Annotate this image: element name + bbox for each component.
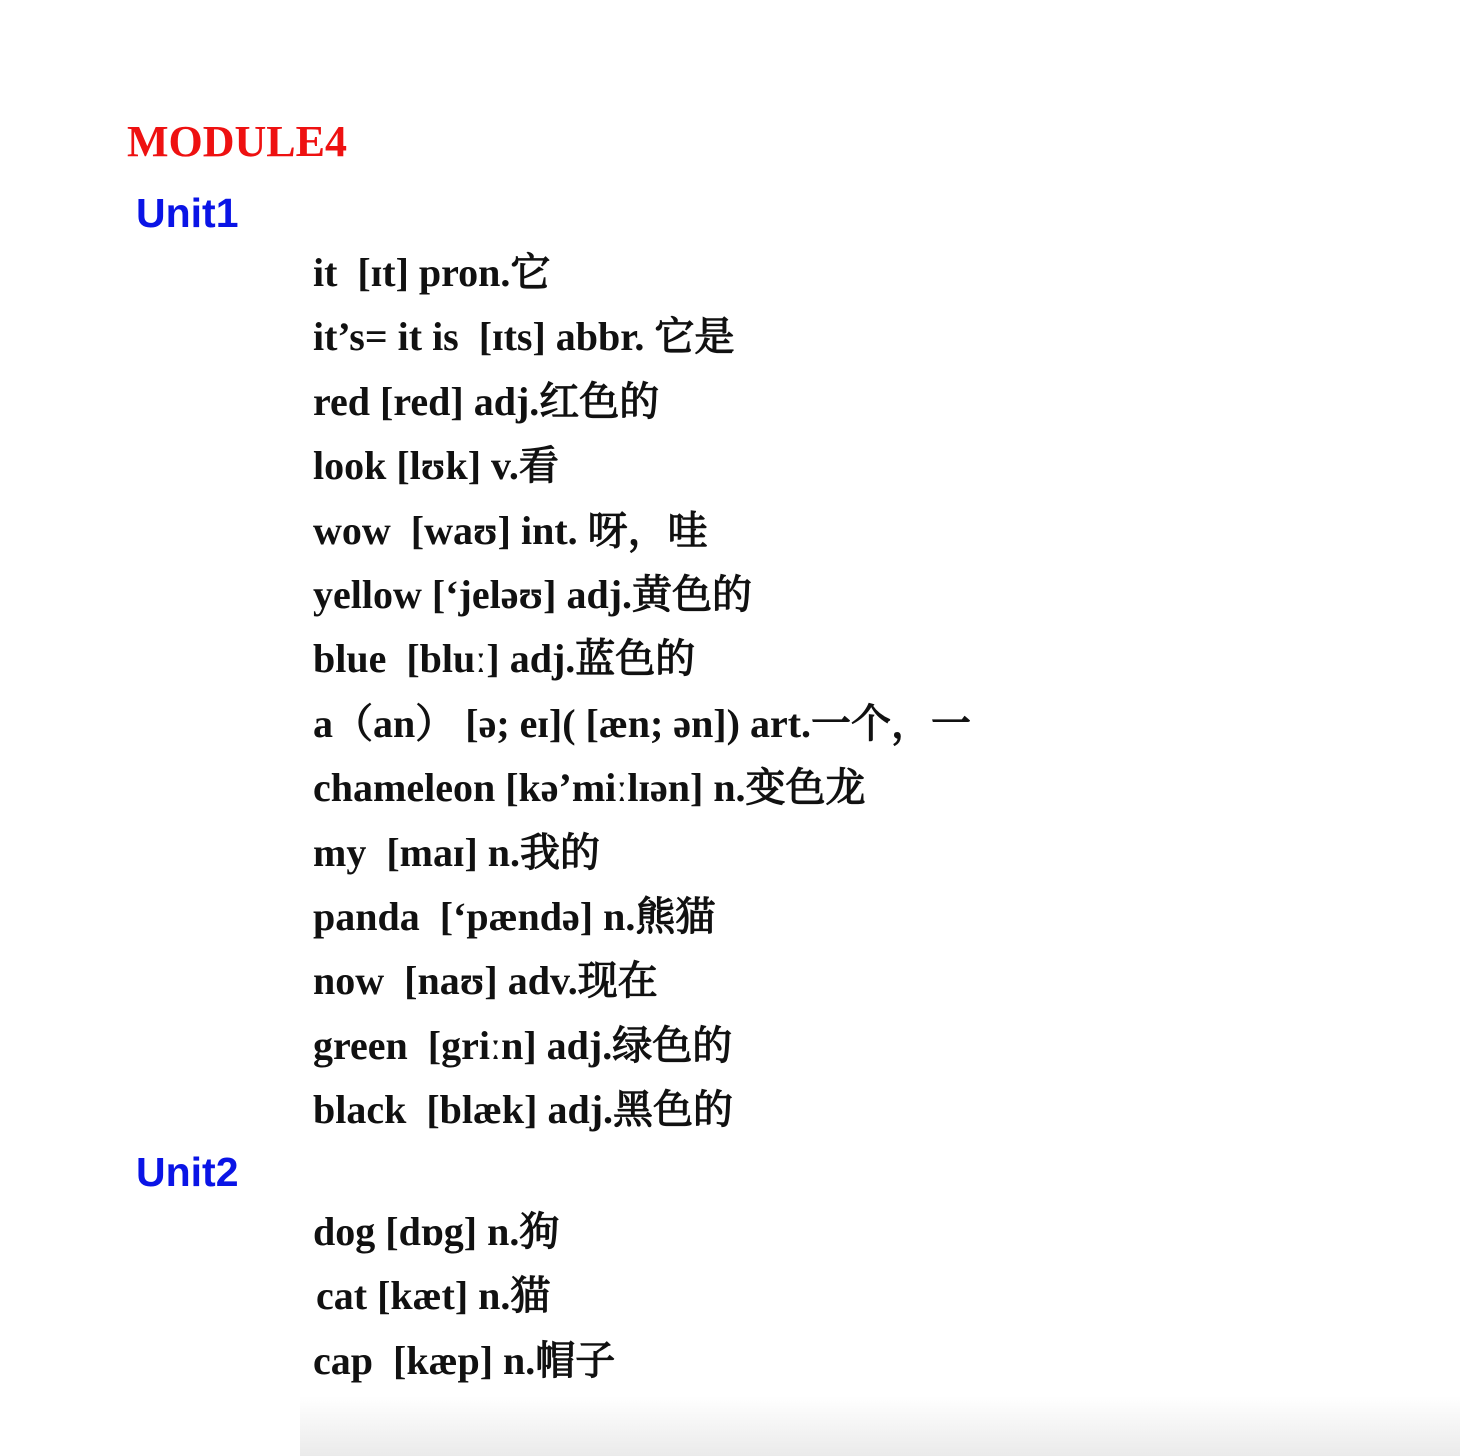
unit-heading-1: Unit1: [136, 190, 239, 236]
vocab-entry: now [naʊ] adv.现在: [313, 958, 658, 1004]
vocab-entry: cat [kæt] n.猫: [316, 1273, 551, 1319]
vocab-entry: panda [‘pændə] n.熊猫: [313, 893, 716, 939]
vocab-entry: green [griːn] adj.绿色的: [313, 1022, 733, 1068]
page-bottom-shade: [300, 1396, 1460, 1456]
unit2-word-list: [313, 1200, 615, 1393]
unit-heading-2: Unit2: [136, 1149, 239, 1195]
vocab-entry: it’s= it is [ɪts] abbr. 它是: [313, 314, 735, 360]
vocab-entry: yellow [‘jeləʊ] adj.黄色的: [313, 571, 753, 617]
vocab-entry: cap [kæp] n.帽子: [313, 1337, 616, 1383]
unit1-word-list: [313, 241, 971, 1142]
vocab-entry: a（an） [ə; eɪ]( [æn; ən]) art.一个，一: [313, 700, 972, 746]
vocab-entry: chameleon [kə’miːlɪən] n.变色龙: [313, 765, 866, 811]
module-title: MODULE4: [127, 117, 347, 166]
vocab-entry: it [ɪt] pron.它: [313, 250, 551, 295]
vocab-entry: look [lʊk] v.看: [313, 443, 559, 489]
vocab-entry: black [blæk] adj.黑色的: [313, 1087, 734, 1133]
vocab-entry: blue [bluː] adj.蓝色的: [313, 636, 696, 682]
vocab-entry: my [maɪ] n.我的: [313, 829, 601, 875]
vocab-entry: wow [waʊ] int. 呀，哇: [313, 507, 708, 553]
vocab-entry: red [red] adj.红色的: [313, 378, 660, 424]
vocab-entry: dog [dɒg] n.狗: [313, 1209, 560, 1254]
